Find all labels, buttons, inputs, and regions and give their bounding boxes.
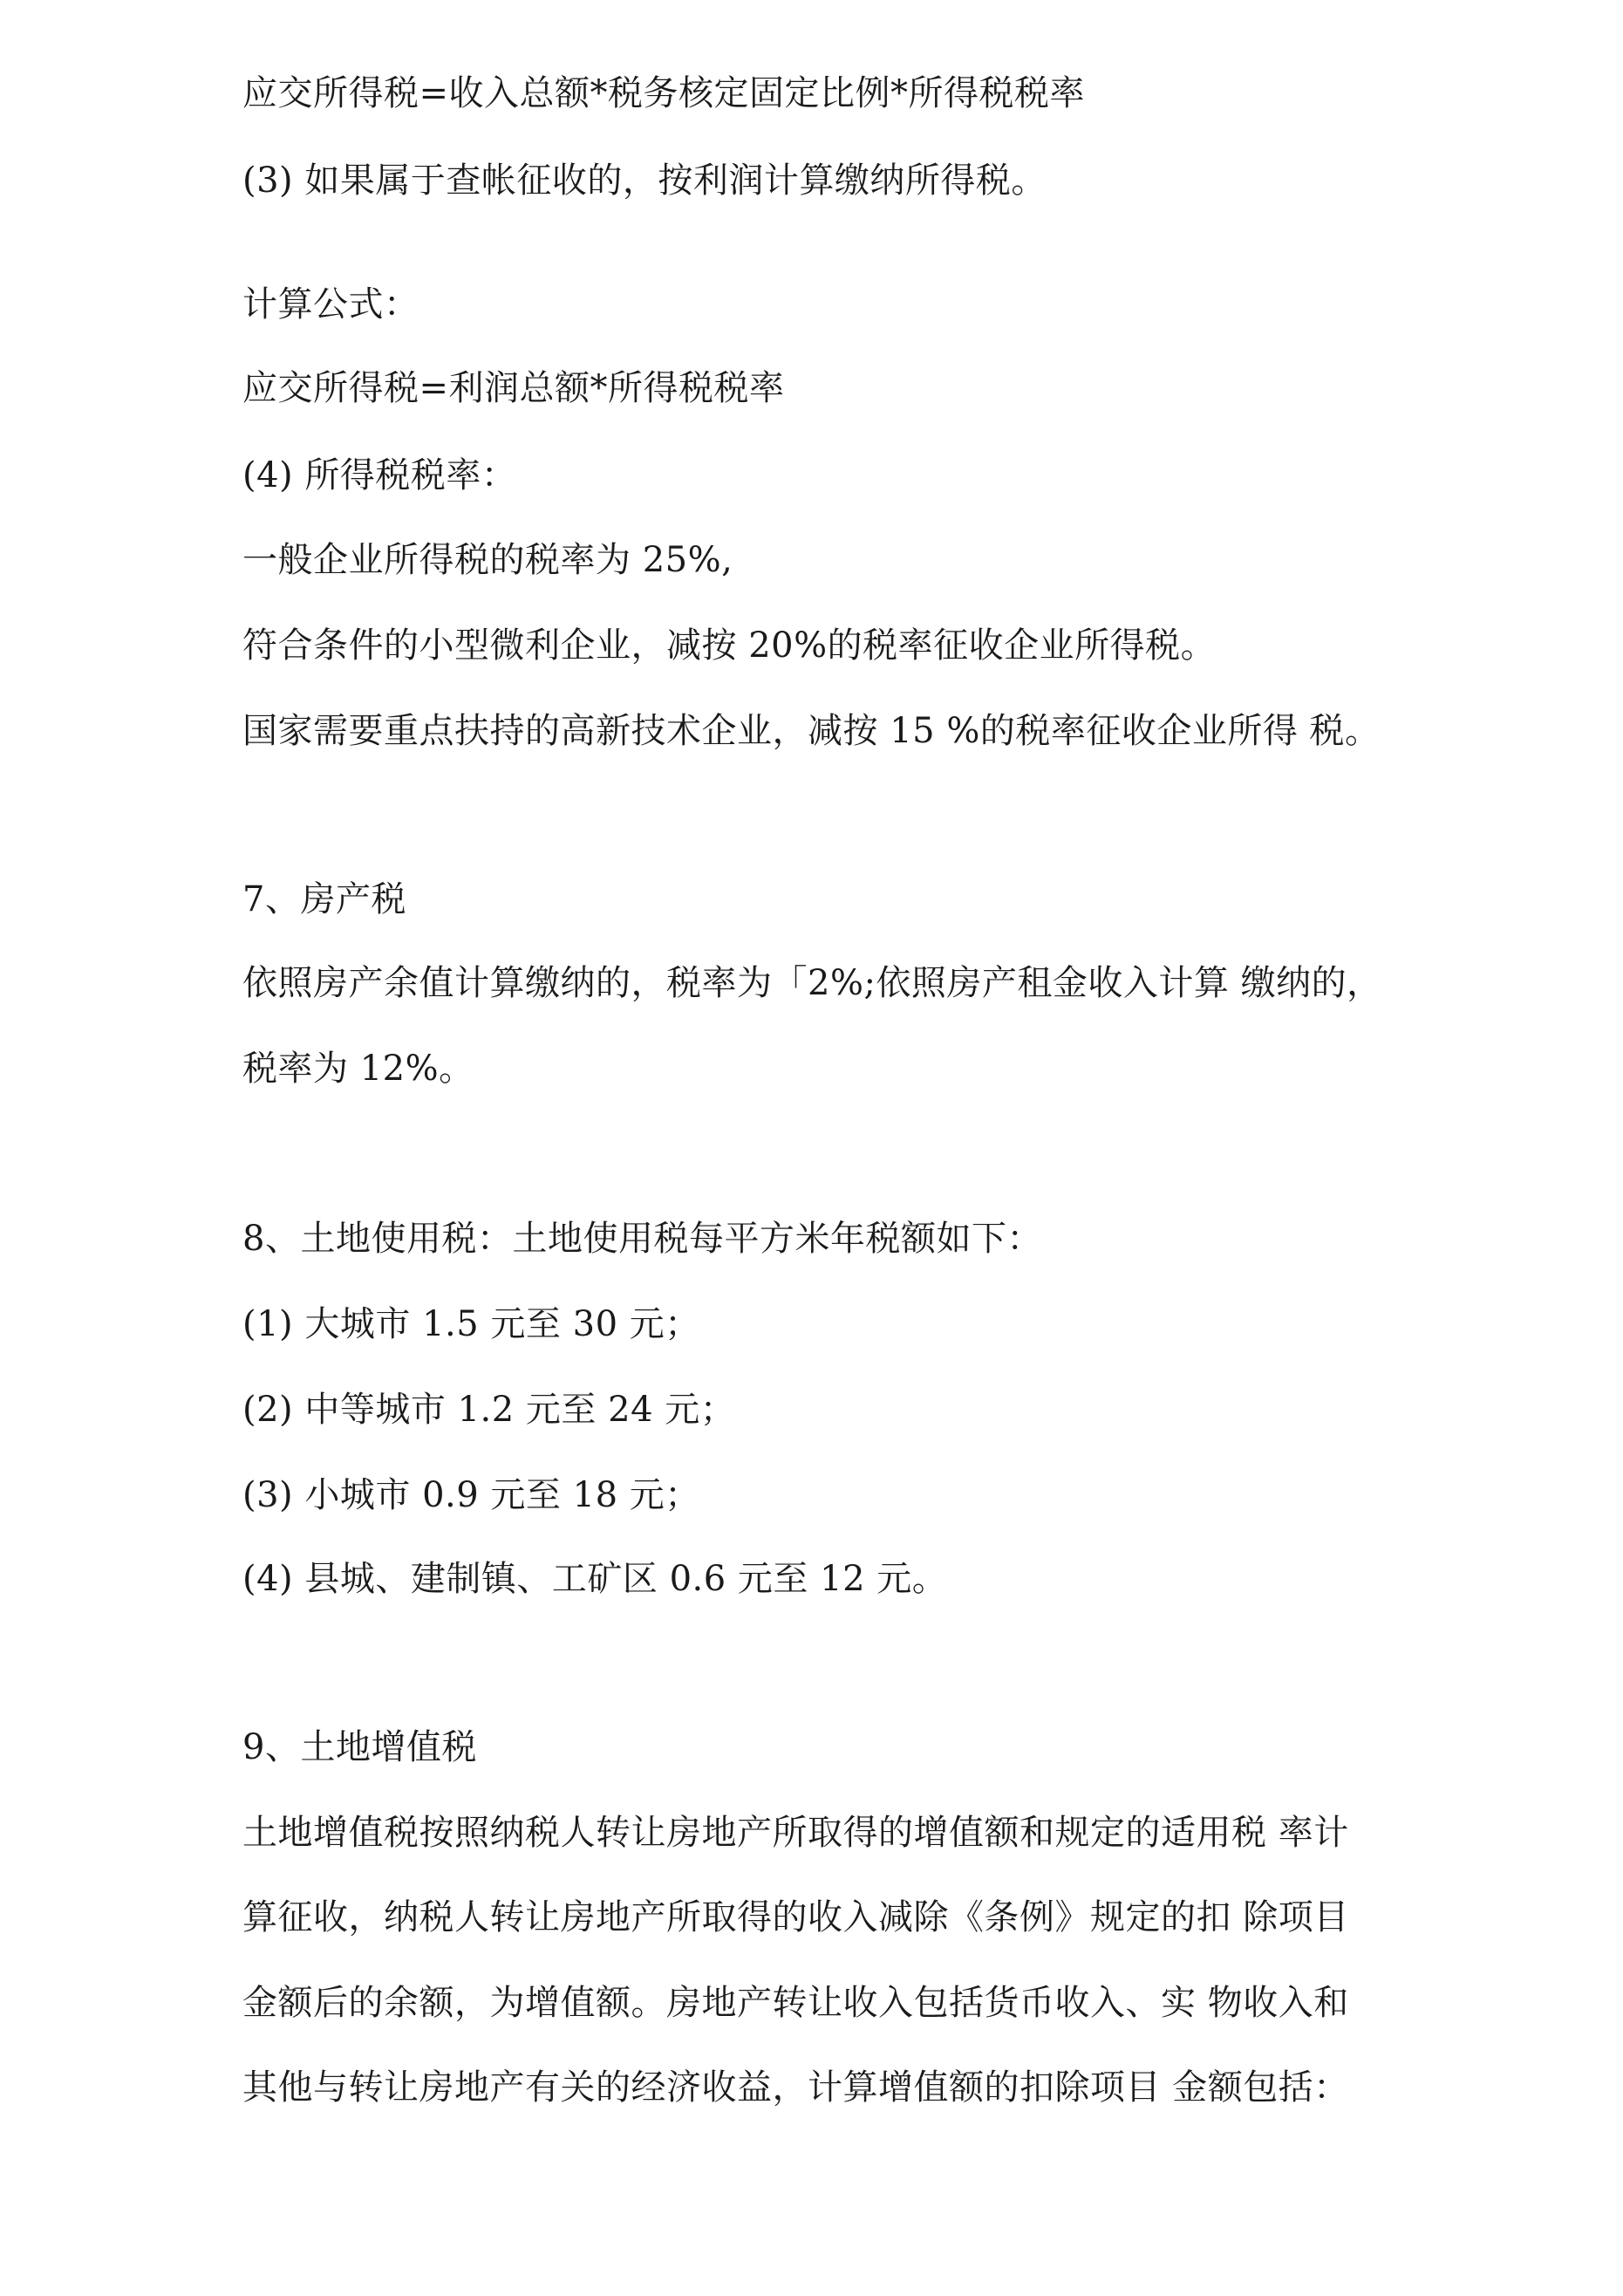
section-heading-land-vat: 9、土地增值税 <box>242 1727 477 1767</box>
land-vat-text-1: 土地增值税按照纳税人转让房地产所取得的增值额和规定的适用税 率计 <box>242 1813 1349 1853</box>
land-use-item-2: (2) 中等城市 1.2 元至 24 元； <box>242 1390 736 1430</box>
rate-line-general: 一般企业所得税的税率为 25%, <box>242 540 733 580</box>
section-heading-property-tax: 7、房产税 <box>242 879 406 919</box>
section-heading-land-use-tax: 8、土地使用税：土地使用税每平方米年税额如下： <box>242 1219 1042 1259</box>
land-use-item-3: (3) 小城市 0.9 元至 18 元； <box>242 1475 700 1515</box>
property-tax-text-1: 依照房产余值计算缴纳的，税率为「2%;依照房产租金收入计算 缴纳的， <box>242 963 1382 1003</box>
formula-line-revenue: 应交所得税=收入总额*税务核定固定比例*所得税税率 <box>242 73 1086 113</box>
property-tax-text-2: 税率为 12%。 <box>242 1049 474 1089</box>
list-item-4-tax-rate: (4) 所得税税率： <box>242 455 517 495</box>
formula-heading: 计算公式： <box>242 284 419 325</box>
rate-line-small-enterprise: 符合条件的小型微利企业，减按 20%的税率征收企业所得税。 <box>242 625 1217 666</box>
land-vat-text-4: 其他与转让房地产有关的经济收益，计算增值额的扣除项目 金额包括： <box>242 2067 1349 2108</box>
land-use-item-4: (4) 县城、建制镇、工矿区 0.6 元至 12 元。 <box>242 1559 948 1599</box>
land-vat-text-2: 算征收，纳税人转让房地产所取得的收入减除《条例》规定的扣 除项目 <box>242 1897 1349 1937</box>
formula-line-profit: 应交所得税=利润总额*所得税税率 <box>242 368 785 408</box>
rate-line-high-tech: 国家需要重点扶持的高新技术企业，减按 15 %的税率征收企业所得 税。 <box>242 711 1381 751</box>
list-item-3-audit: (3) 如果属于查帐征收的，按利润计算缴纳所得税。 <box>242 161 1047 201</box>
land-use-item-1: (1) 大城市 1.5 元至 30 元； <box>242 1304 700 1344</box>
land-vat-text-3: 金额后的余额，为增值额。房地产转让收入包括货币收入、实 物收入和 <box>242 1983 1349 2023</box>
